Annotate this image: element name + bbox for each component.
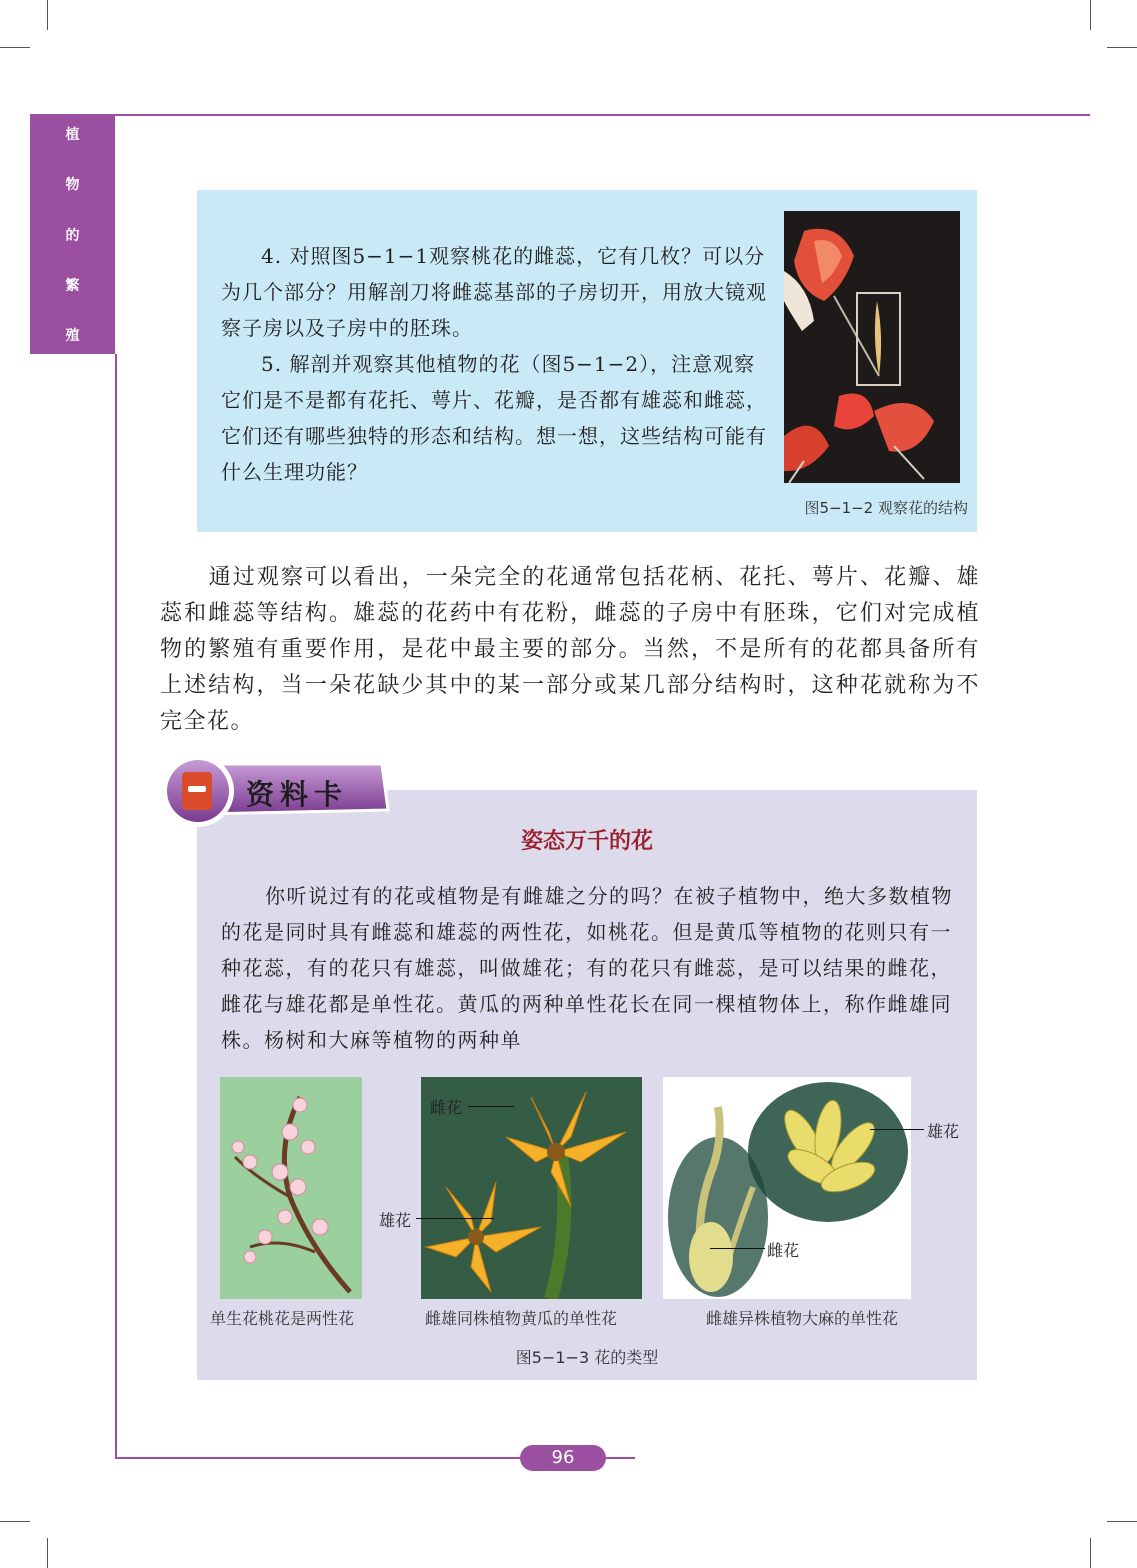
body-paragraph	[160, 560, 980, 740]
side-tab-char: 殖	[65, 328, 80, 344]
leader-line	[870, 1129, 924, 1130]
activity-step-4	[221, 238, 771, 346]
crop-mark	[47, 1538, 48, 1568]
male-flower-label: 雄花	[927, 1124, 960, 1141]
leader-line	[416, 1218, 494, 1219]
side-tab-char: 物	[65, 177, 80, 193]
sub-figure-caption: 单生花桃花是两性花	[210, 1311, 355, 1328]
crop-mark	[1107, 1521, 1137, 1522]
figure-caption: 图5−1−3 花的类型	[515, 1348, 659, 1367]
crop-mark	[1107, 47, 1137, 48]
body-paragraph-text: 通过观察可以看出，一朵完全的花通常包括花柄、花托、萼片、花瓣、雄蕊和雌蕊等结构。雄蕊的花药中有花粉，雌蕊的子房中有胚珠，它们对完成植物的繁殖有重要作用，是花中最主要的部分。当然，不是所有的花都具备所有上述结构，当一朵花缺少其中的某一部分或某几部分结构时，这种花就称为不完全花。	[160, 565, 980, 734]
female-flower-label: 雌花	[430, 1100, 463, 1117]
figure-caption: 图5−1−2 观察花的结构	[804, 499, 968, 517]
crop-mark	[0, 1521, 30, 1522]
top-rule	[115, 114, 1090, 116]
sub-figure-caption: 雌雄同株植物黄瓜的单性花	[425, 1311, 618, 1328]
left-rule	[115, 354, 117, 1458]
page-number: 96	[520, 1445, 606, 1471]
crop-mark	[0, 47, 30, 48]
hemp-flower-illustration	[663, 1077, 911, 1299]
male-flower-label: 雄花	[379, 1213, 412, 1230]
sub-figure-caption: 雌雄异株植物大麻的单性花	[706, 1311, 899, 1328]
flower-dissection-photo	[784, 211, 960, 483]
side-tab-char: 植	[65, 127, 80, 143]
info-card-title: 姿态万千的花	[520, 829, 653, 854]
crop-mark	[1090, 1538, 1091, 1568]
activity-step-5	[221, 346, 771, 490]
side-tab-char: 的	[65, 228, 80, 244]
info-card-paragraph-text: 你听说过有的花或植物是有雌雄之分的吗？在被子植物中，绝大多数植物的花是同时具有雌蕊和雄蕊的两性花，如桃花。但是黄瓜等植物的花则只有一种花蕊，有的花只有雄蕊，叫做雄花；有的花只有雌蕊，是可以结果的雌花，雌花与雄花都是单性花。黄瓜的两种单性花长在同一棵植物体上，称作雌雄同株。杨树和大麻等植物的两种单	[221, 884, 953, 1052]
peach-blossom-illustration	[220, 1077, 362, 1299]
leader-line	[710, 1248, 765, 1249]
activity-step-4-text: 4. 对照图5−1−1观察桃花的雌蕊，它有几枚？可以分为几个部分？用解剖刀将雌蕊基部的子房切开，用放大镜观察子房以及子房中的胚珠。	[221, 244, 767, 340]
crop-mark	[1090, 0, 1091, 30]
side-tab-char: 繁	[65, 278, 80, 294]
info-card-badge-label: 资料卡	[246, 778, 349, 811]
leader-line	[468, 1106, 514, 1107]
activity-step-5-text: 5. 解剖并观察其他植物的花（图5−1−2），注意观察它们是不是都有花托、萼片、花瓣，是否都有雄蕊和雌蕊，它们还有哪些独特的形态和结构。想一想，这些结构可能有什么生理功能？	[221, 352, 767, 484]
chapter-side-tab	[30, 114, 115, 354]
female-flower-label: 雌花	[767, 1243, 800, 1260]
info-card-paragraph	[221, 878, 961, 1058]
crop-mark	[47, 0, 48, 30]
